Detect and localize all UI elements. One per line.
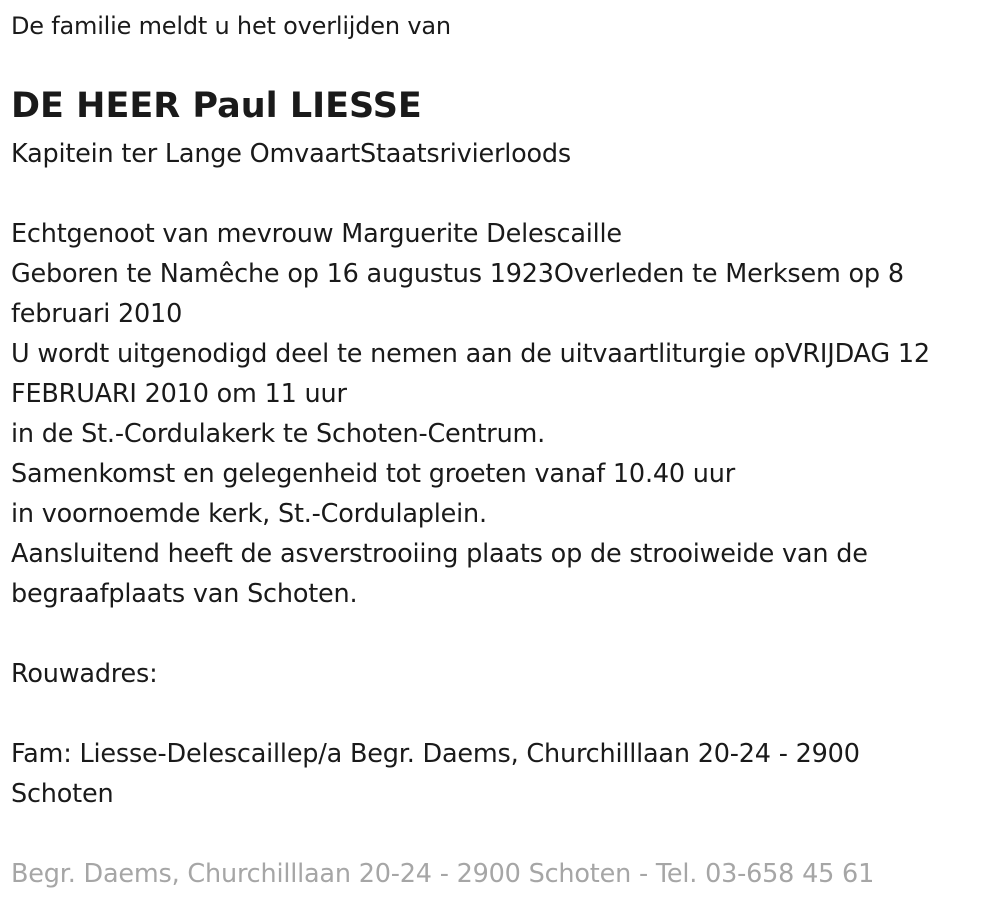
mourning-address-label: Rouwadres:	[11, 659, 158, 689]
scattering-line: Aansluitend heeft de asverstrooiing plaats op de strooiweide van de	[11, 539, 868, 569]
mourning-address	[11, 734, 860, 814]
spouse-line: Echtgenoot van mevrouw Marguerite Delescaille	[11, 219, 622, 249]
cemetery-line: begraafplaats van Schoten.	[11, 579, 358, 609]
funeral-home-footer: Begr. Daems, Churchilllaan 20-24 - 2900 Schoten - Tel. 03-658 45 61	[11, 859, 875, 889]
intro-text: De familie meldt u het overlijden van	[11, 12, 451, 40]
location-line: in voornoemde kerk, St.-Cordulaplein.	[11, 499, 487, 529]
mourning-address-line-2: Schoten	[11, 779, 114, 809]
deceased-name: DE HEER Paul LIESSE	[11, 86, 422, 126]
gathering-line: Samenkomst en gelegenheid tot groeten vanaf 10.40 uur	[11, 459, 736, 489]
invitation-line: U wordt uitgenodigd deel te nemen aan de uitvaartliturgie opVRIJDAG 12	[11, 339, 930, 369]
funeral-date-line: FEBRUARI 2010 om 11 uur	[11, 379, 347, 409]
mourning-address-line-1: Fam: Liesse-Delescaillep/a Begr. Daems, Churchilllaan 20-24 - 2900	[11, 739, 860, 769]
obituary-details	[11, 214, 930, 614]
death-date-line: februari 2010	[11, 299, 183, 329]
deceased-title: Kapitein ter Lange OmvaartStaatsrivierloods	[11, 139, 571, 169]
birth-death-line: Geboren te Namêche op 16 augustus 1923Overleden te Merksem op 8	[11, 259, 904, 289]
church-line: in de St.-Cordulakerk te Schoten-Centrum.	[11, 419, 546, 449]
